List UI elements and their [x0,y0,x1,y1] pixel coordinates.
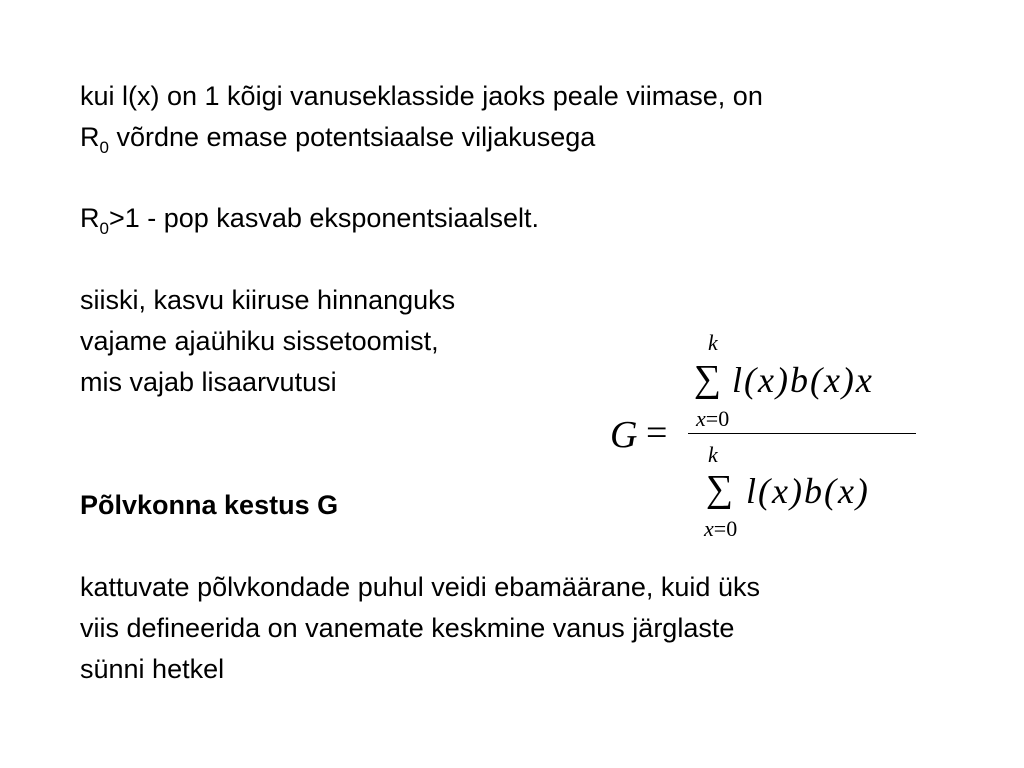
paragraph1-line1: kui l(x) on 1 kõigi vanuseklasside jaoks peale viimase, on [80,81,763,111]
r-subscript: 0 [99,219,109,238]
paragraph2 [80,203,539,238]
lower-limit-val: 0 [718,406,730,431]
generation-time-formula [600,320,930,550]
denominator-lower-limit [704,518,737,540]
numerator-sigma-icon: ∑ [694,358,722,400]
paragraph4-line: viis defineerida on vanemate keskmine vanus järglaste [80,613,735,643]
numerator-lower-limit [696,408,729,430]
paragraph3-line: siiski, kasvu kiiruse hinnanguks [80,285,456,315]
section-heading: Põlvkonna kestus G [80,490,339,520]
denominator-sigma-icon: ∑ [706,468,734,510]
paragraph4-line: sünni hetkel [80,654,225,684]
numerator-upper-limit: k [708,330,718,355]
denominator-expression: l(x)b(x) [746,471,870,511]
numerator-expression: l(x)b(x)x [732,360,874,400]
paragraph3-line: vajame ajaühiku sissetoomist, [80,326,439,356]
paragraph1-line2 [80,122,596,157]
paragraph3-line: mis vajab lisaarvutusi [80,367,337,397]
lower-limit-eq: = [705,406,719,431]
fraction-bar [688,433,916,434]
r-subscript: 0 [99,138,109,157]
denominator-upper-limit: k [708,442,718,467]
paragraph1-line2-text: võrdne emase potentsiaalse viljakusega [108,122,596,152]
formula-lhs: G [610,414,638,456]
r-symbol: R [80,122,100,152]
r-symbol: R [80,203,100,233]
lower-limit-var: x [696,406,706,431]
lower-limit-eq: = [713,516,727,541]
paragraph2-text: >1 - pop kasvab eksponentsiaalselt. [108,203,539,233]
formula-equals: = [646,412,668,454]
paragraph4-line: kattuvate põlvkondade puhul veidi ebamäärane, kuid üks [80,572,760,602]
lower-limit-val: 0 [726,516,738,541]
lower-limit-var: x [704,516,714,541]
